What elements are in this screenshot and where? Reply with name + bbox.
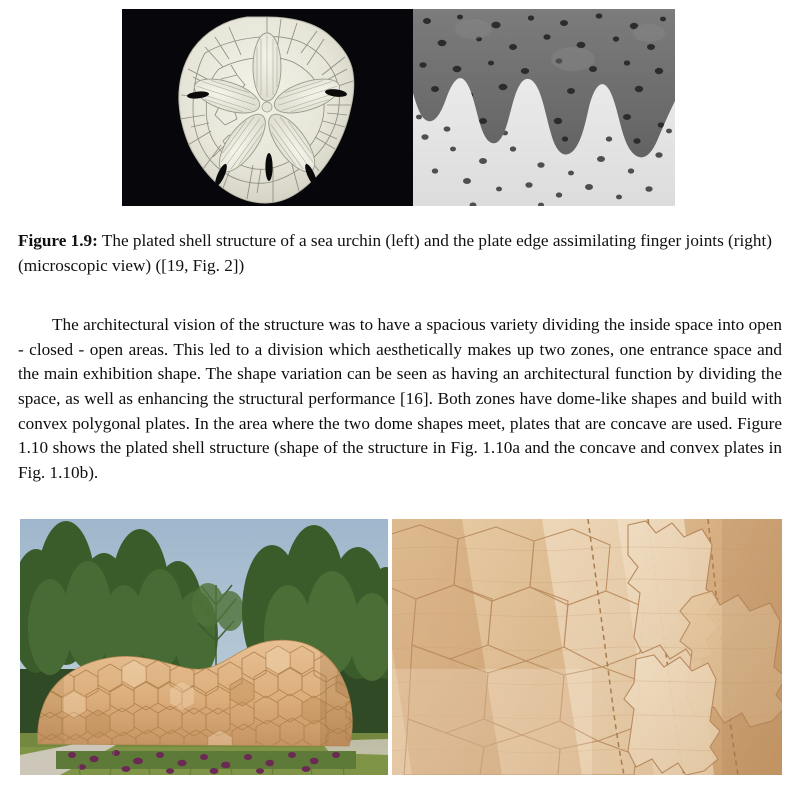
figure-1-10-image-row bbox=[20, 519, 782, 775]
wooden-pavilion-illustration bbox=[20, 519, 388, 775]
sea-urchin-illustration bbox=[122, 9, 413, 206]
wooden-plates-finger-joint-illustration bbox=[392, 519, 782, 775]
figure-1-9-caption-text: The plated shell structure of a sea urchin (left) and the plate edge assimilating finger joints (right) (microscopic view) ([19, Fig. 2]) bbox=[18, 231, 772, 275]
figure-1-9-caption-label: Figure 1.9: bbox=[18, 231, 98, 250]
figure-1-10-left-panel-pavilion bbox=[20, 519, 388, 775]
figure-1-9-right-panel-microscopic-joint bbox=[413, 9, 675, 206]
figure-1-9-caption bbox=[18, 228, 782, 278]
figure-1-9-left-panel-sea-urchin bbox=[122, 9, 413, 206]
body-paragraph: The architectural vision of the structure was to have a spacious variety dividing the inside space into open - closed - open areas. This led to a division which aesthetically makes up two zones, one entrance space and the main exhibition shape. The shape variation can be seen as having an architectural function by dividing the space, as well as enhancing the structural performance [16]. Both zones have dome-like shapes and build with convex polygonal plates. In the area where the two dome shapes meet, plates that are concave are used. Figure 1.10 shows the plated shell structure (shape of the structure in Fig. 1.10a and the concave and convex plates in Fig. 1.10b). bbox=[18, 315, 782, 482]
microscopic-finger-joint-illustration bbox=[413, 9, 675, 206]
figure-1-9-image-row bbox=[122, 9, 675, 206]
figure-1-10-right-panel-plate-closeup bbox=[392, 519, 782, 775]
